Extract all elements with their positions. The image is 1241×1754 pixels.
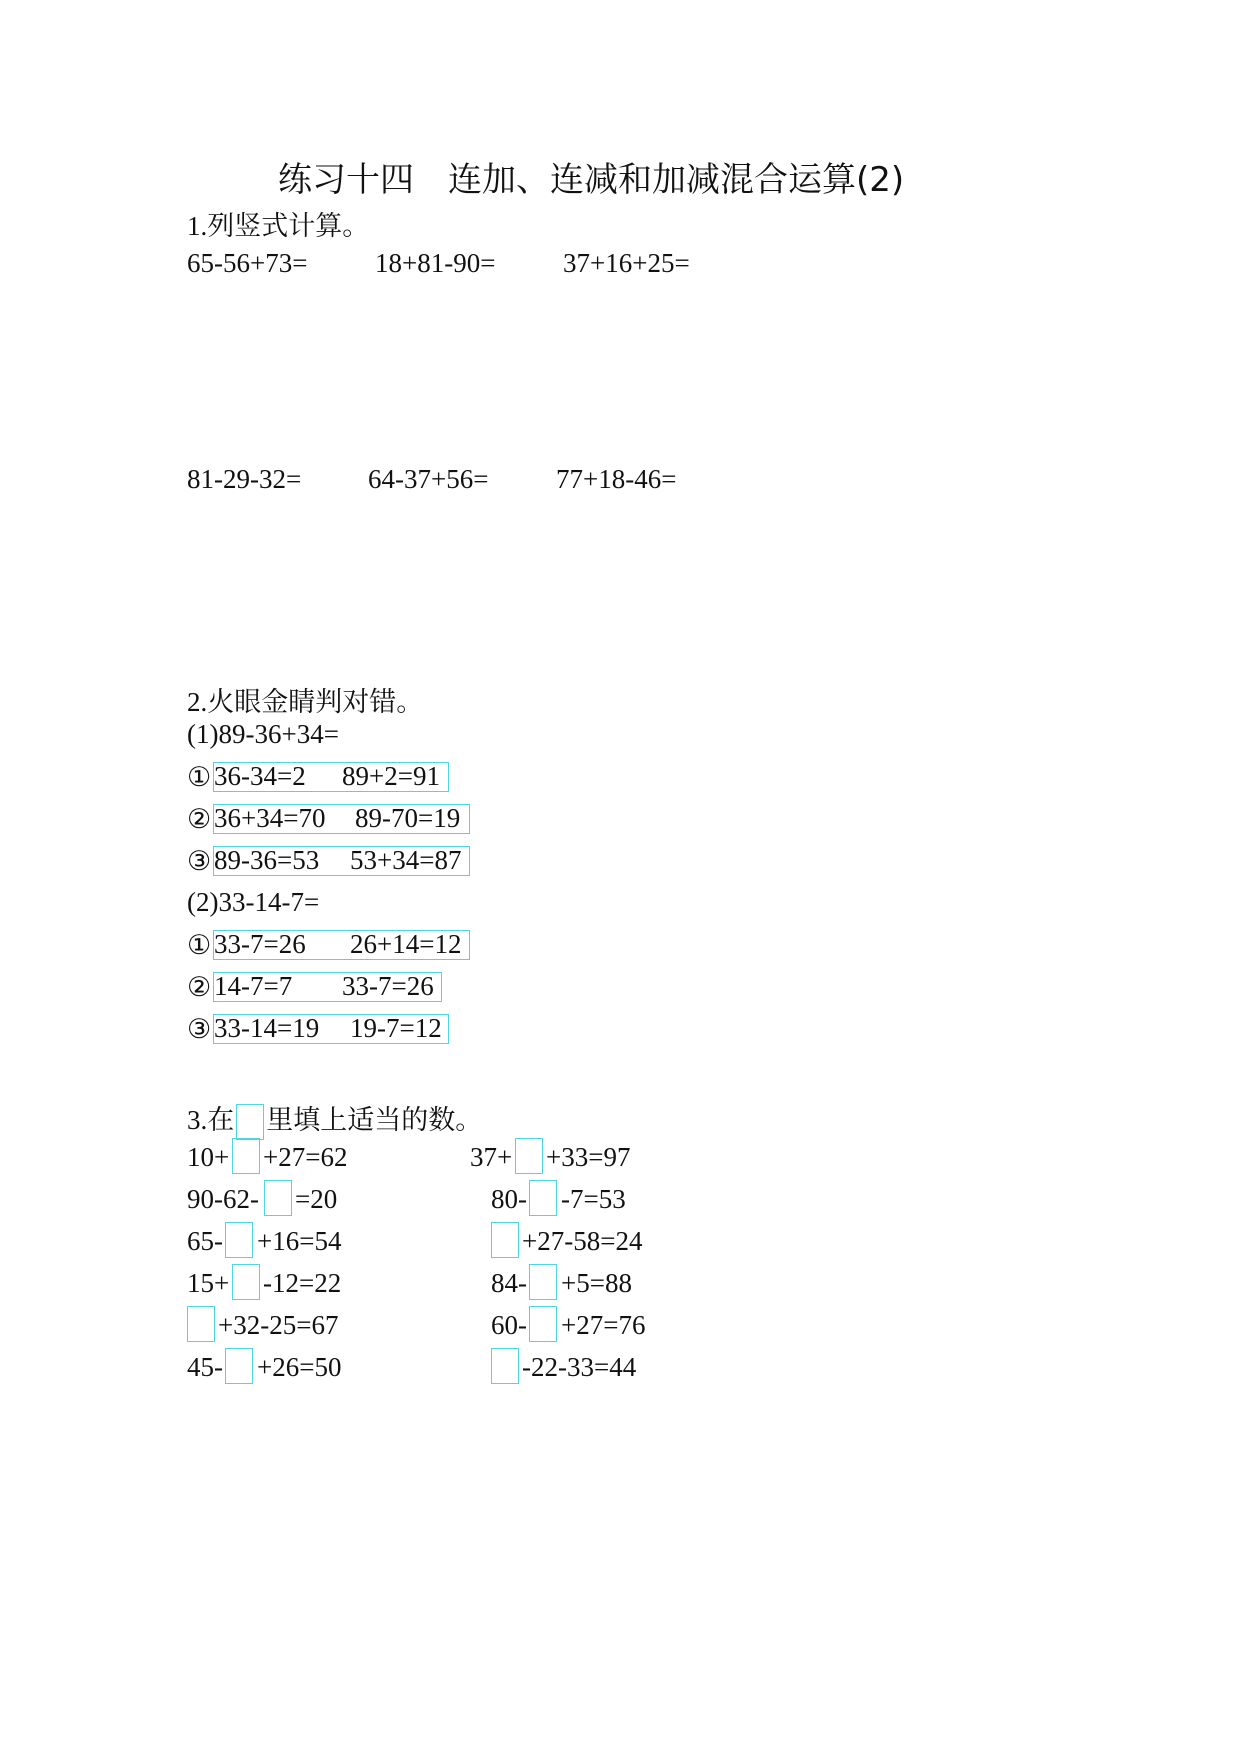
option-box[interactable] xyxy=(213,930,470,960)
fill-blank[interactable] xyxy=(491,1222,519,1258)
section3-heading-after: 里填上适当的数。 xyxy=(266,1105,483,1136)
fill-problem xyxy=(187,1222,387,1262)
fill-pre: 80- xyxy=(491,1184,527,1214)
heading-box-icon xyxy=(236,1104,264,1140)
fill-blank[interactable] xyxy=(529,1180,557,1216)
fill-post: +33=97 xyxy=(546,1142,631,1172)
fill-blank[interactable] xyxy=(529,1264,557,1300)
problem-1-6: 77+18-46= xyxy=(556,464,677,494)
fill-blank[interactable] xyxy=(529,1306,557,1342)
fill-pre: 90-62- xyxy=(187,1184,259,1214)
fill-post: +16=54 xyxy=(257,1226,342,1256)
fill-problem xyxy=(187,1348,387,1388)
fill-blank[interactable] xyxy=(187,1306,215,1342)
fill-problem xyxy=(491,1348,691,1388)
fill-problem xyxy=(187,1180,387,1220)
option-box[interactable] xyxy=(213,972,442,1002)
fill-post: +27-58=24 xyxy=(522,1226,643,1256)
fill-blank[interactable] xyxy=(264,1180,292,1216)
fill-post: =20 xyxy=(295,1184,338,1214)
fill-post: -22-33=44 xyxy=(522,1352,637,1382)
problem-1-3: 37+16+25= xyxy=(563,248,690,278)
fill-post: +26=50 xyxy=(257,1352,342,1382)
option-box[interactable] xyxy=(213,804,470,834)
fill-problem xyxy=(187,1306,387,1346)
option-box[interactable] xyxy=(213,846,470,876)
option-marker: ① xyxy=(187,930,212,960)
fill-pre: 15+ xyxy=(187,1268,230,1298)
page-title: 练习十四 连加、连减和加减混合运算(2) xyxy=(278,160,905,200)
section1-number: 1. xyxy=(187,211,208,241)
fill-post: +5=88 xyxy=(561,1268,632,1298)
fill-problem xyxy=(491,1306,691,1346)
section3-heading xyxy=(187,1098,482,1138)
fill-problem xyxy=(491,1264,691,1304)
option-marker: ③ xyxy=(187,1014,212,1044)
fill-problem xyxy=(187,1264,387,1304)
problem-1-1: 65-56+73= xyxy=(187,248,308,278)
option-step-b: 26+14=12 xyxy=(350,929,462,959)
fill-pre: 10+ xyxy=(187,1142,230,1172)
fill-pre: 45- xyxy=(187,1352,223,1382)
fill-post: -12=22 xyxy=(263,1268,342,1298)
problem-1-2: 18+81-90= xyxy=(375,248,496,278)
fill-blank[interactable] xyxy=(225,1222,253,1258)
section1-heading-text: 列竖式计算。 xyxy=(207,211,370,242)
option-step-a: 36-34=2 xyxy=(214,761,306,791)
fill-pre: 60- xyxy=(491,1310,527,1340)
option-marker: ② xyxy=(187,972,212,1002)
option-step-a: 36+34=70 xyxy=(214,803,326,833)
fill-post: +27=76 xyxy=(561,1310,646,1340)
fill-blank[interactable] xyxy=(232,1264,260,1300)
option-step-a: 14-7=7 xyxy=(214,971,293,1001)
fill-post: -7=53 xyxy=(561,1184,626,1214)
section2-number: 2. xyxy=(187,687,208,717)
fill-blank[interactable] xyxy=(491,1348,519,1384)
fill-blank[interactable] xyxy=(225,1348,253,1384)
option-box[interactable] xyxy=(213,762,449,792)
option-marker: ② xyxy=(187,804,212,834)
fill-blank[interactable] xyxy=(232,1138,260,1174)
option-marker: ① xyxy=(187,762,212,792)
section2-heading xyxy=(187,680,423,719)
option-step-a: 33-7=26 xyxy=(214,929,306,959)
judge-prompt-1: (1)89-36+34= xyxy=(187,719,339,749)
problem-1-5: 64-37+56= xyxy=(368,464,489,494)
fill-problem xyxy=(491,1180,691,1220)
fill-pre: 37+ xyxy=(470,1142,513,1172)
option-box[interactable] xyxy=(213,1014,449,1044)
problem-1-4: 81-29-32= xyxy=(187,464,302,494)
fill-blank[interactable] xyxy=(515,1138,543,1174)
fill-problem xyxy=(470,1138,690,1178)
option-step-b: 19-7=12 xyxy=(350,1013,442,1043)
fill-post: +27=62 xyxy=(263,1142,348,1172)
fill-pre: 65- xyxy=(187,1226,223,1256)
section3-heading-before: 在 xyxy=(207,1105,235,1136)
option-step-b: 89+2=91 xyxy=(342,761,440,791)
fill-post: +32-25=67 xyxy=(218,1310,339,1340)
option-marker: ③ xyxy=(187,846,212,876)
option-step-a: 33-14=19 xyxy=(214,1013,320,1043)
option-step-b: 33-7=26 xyxy=(342,971,434,1001)
judge-prompt-2: (2)33-14-7= xyxy=(187,887,320,917)
section3-number: 3. xyxy=(187,1105,208,1135)
fill-problem xyxy=(187,1138,387,1178)
section1-heading xyxy=(187,204,369,243)
option-step-a: 89-36=53 xyxy=(214,845,320,875)
fill-problem xyxy=(491,1222,691,1262)
option-step-b: 53+34=87 xyxy=(350,845,462,875)
section2-heading-text: 火眼金睛判对错。 xyxy=(207,687,424,718)
fill-pre: 84- xyxy=(491,1268,527,1298)
option-step-b: 89-70=19 xyxy=(355,803,461,833)
